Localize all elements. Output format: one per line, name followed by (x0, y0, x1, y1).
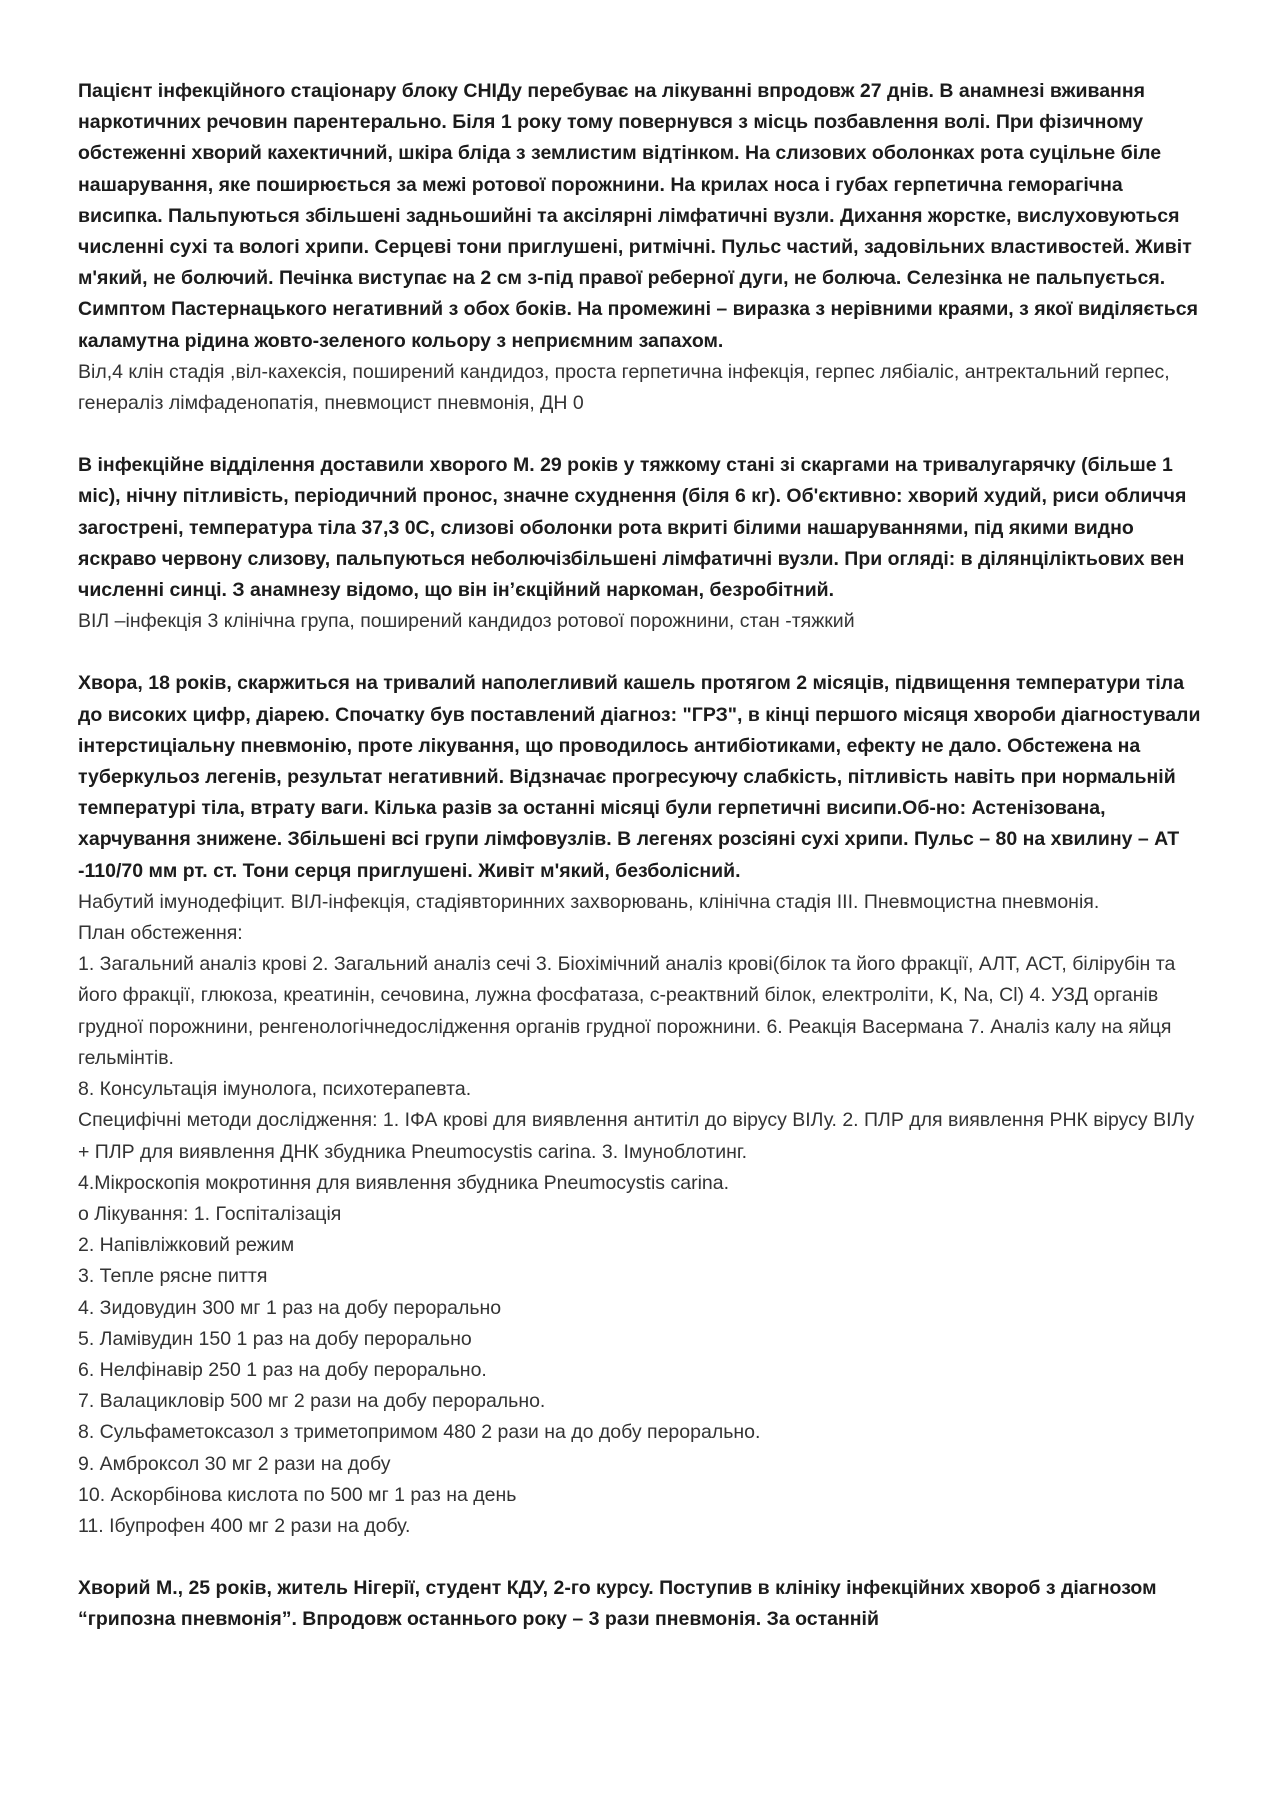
case-3-microscopy: 4.Мікроскопія мокротиння для виявлення збудника Pneumocystis carina. (78, 1171, 730, 1194)
case-3-exam-list: 1. Загальний аналіз крові 2. Загальний аналіз сечі 3. Біохімічний аналіз крові(білок та його фракції, АЛТ, АСТ, білірубін та його фракції, глюкоза, креатинін, сечовина, лужна фосфатаза, с-реактвний білок, електроліти, K, Na, Cl) 4. УЗД органів грудної порожнини, ренгенологічнедослідження органів грудної порожнини. 6. Реакція Васермана 7. Аналіз калу на яйця гельмінтів. (78, 953, 1176, 1069)
case-3-diagnosis: Набутий імунодефіцит. ВІЛ-інфекція, стадіявторинних захворювань, клінічна стадія ІІІ. Пневмоцистна пневмонія. (78, 890, 1100, 913)
case-3-problem: Хвора, 18 років, скаржиться на тривалий наполегливий кашель протягом 2 місяців, підвищення температури тіла до високих цифр, діарею. Спочатку був поставлений діагноз: "ГРЗ", в кінці першого місяця хвороби діагностували інтерстиціальну пневмонію, проте лікування, що проводилось антибіотиками, ефекту не дало. Обстежена на туберкульоз легенів, результат негативний. Відзначає прогресуючу слабкість, пітливість навіть при нормальній температурі тіла, втрату ваги. Кілька разів за останні місяці були герпетичні висипи.Об-но: Астенізована, харчування знижене. Збільшені всі групи лімфовузлів. В легенях розсіяні сухі хрипи. Пульс – 80 на хвилину – АТ -110/70 мм рт. ст. Тони серця приглушені. Живіт м'який, безболісний. (78, 672, 1201, 882)
case-3-treatment-item: 11. Ібупрофен 400 мг 2 рази на добу. (78, 1514, 411, 1537)
case-3-treatment-item: 8. Сульфаметоксазол з триметопримом 480 2 рази на до добу перорально. (78, 1421, 761, 1444)
case-1-problem: Пацієнт інфекційного стаціонару блоку СНІДу перебуває на лікуванні впродовж 27 днів. В анамнезі вживання наркотичних речовин парентерально. Біля 1 року тому повернувся з місць позбавлення волі. При фізичному обстеженні хворий кахектичний, шкіра бліда з землистим відтінком. На слизових оболонках рота суцільне біле нашарування, яке поширюється за межі ротової порожнини. На крилах носа і губах герпетична геморагічна висипка. Пальпуються збільшені задньошийні та аксілярні лімфатичні вузли. Дихання жорстке, вислуховуються численні сухі та вологі хрипи. Серцеві тони приглушені, ритмічні. Пульс частий, задовільних властивостей. Живіт м'який, не болючий. Печінка виступає на 2 см з-під правої реберної дуги, не болюча. Селезінка не пальпується. Симптом Пастернацького негативний з обох боків. На промежині – виразка з нерівними краями, з якої виділяється каламутна рідина жовто-зеленого кольору з неприємним запахом. (78, 80, 1199, 352)
case-3-treatment-item: 9. Амброксол 30 мг 2 рази на добу (78, 1452, 391, 1475)
case-1-answer: Віл,4 клін стадія ,віл-кахексія, поширений кандидоз, проста герпетична інфекція, герпес лябіаліс, антректальний герпес, генераліз лімфаденопатія, пневмоцист пневмонія, ДН 0 (78, 360, 1170, 415)
case-3-treatment-item: 10. Аскорбінова кислота по 500 мг 1 раз на день (78, 1483, 517, 1506)
case-4 (78, 1573, 1208, 1635)
case-3-treatment-item: 7. Валацикловір 500 мг 2 рази на добу перорально. (78, 1390, 546, 1413)
case-3-treatment-item: 2. Напівліжковий режим (78, 1234, 295, 1257)
case-3-specific-methods: Специфічні методи дослідження: 1. ІФА крові для виявлення антитіл до вірусу ВІЛу. 2. ПЛР для виявлення РНК вірусу ВІЛу + ПЛР для виявлення ДНК збудника Pneumocystis carina. 3. Імуноблотинг. (78, 1109, 1195, 1163)
case-3-treatment-item: 3. Тепле рясне пиття (78, 1265, 268, 1288)
case-3 (78, 668, 1208, 1542)
case-4-problem: Хворий М., 25 років, житель Нігерії, студент КДУ, 2-го курсу. Поступив в клініку інфекційних хвороб з діагнозом “грипозна пневмонія”. Впродовж останнього року – 3 рази пневмонія. За останній (78, 1577, 1157, 1631)
case-3-treatment-heading: o Лікування: 1. Госпіталізація (78, 1202, 342, 1225)
case-3-treatment-item: 6. Нелфінавір 250 1 раз на добу перорально. (78, 1358, 487, 1381)
case-3-consultation: 8. Консультація імунолога, психотерапевта. (78, 1078, 472, 1101)
case-3-treatment-item: 4. Зидовудин 300 мг 1 раз на добу перорально (78, 1296, 502, 1319)
case-1 (78, 76, 1208, 419)
case-2-answer: ВІЛ –інфекція 3 клінічна група, поширений кандидоз ротової порожнини, стан -тяжкий (78, 610, 855, 633)
case-3-treatment-item: 5. Ламівудин 150 1 раз на добу перорально (78, 1327, 472, 1350)
case-2-problem: В інфекційне відділення доставили хворого М. 29 років у тяжкому стані зі скаргами на тривалугарячку (більше 1 міс), нічну пітливість, періодичний пронос, значне схуднення (біля 6 кг). Об'єктивно: хворий худий, риси обличчя загострені, температура тіла 37,3 0С, слизові оболонки рота вкриті білими нашаруваннями, під якими видно яскраво червону слизову, пальпуються неболючізбільшені лімфатичні вузли. При огляді: в ділянціліктьових вен численні синці. З анамнезу відомо, що він ін’єкційний наркоман, безробітний. (78, 454, 1187, 602)
document-page (78, 76, 1208, 1667)
case-2 (78, 450, 1208, 637)
case-3-exam-plan-heading: План обстеження: (78, 922, 243, 945)
